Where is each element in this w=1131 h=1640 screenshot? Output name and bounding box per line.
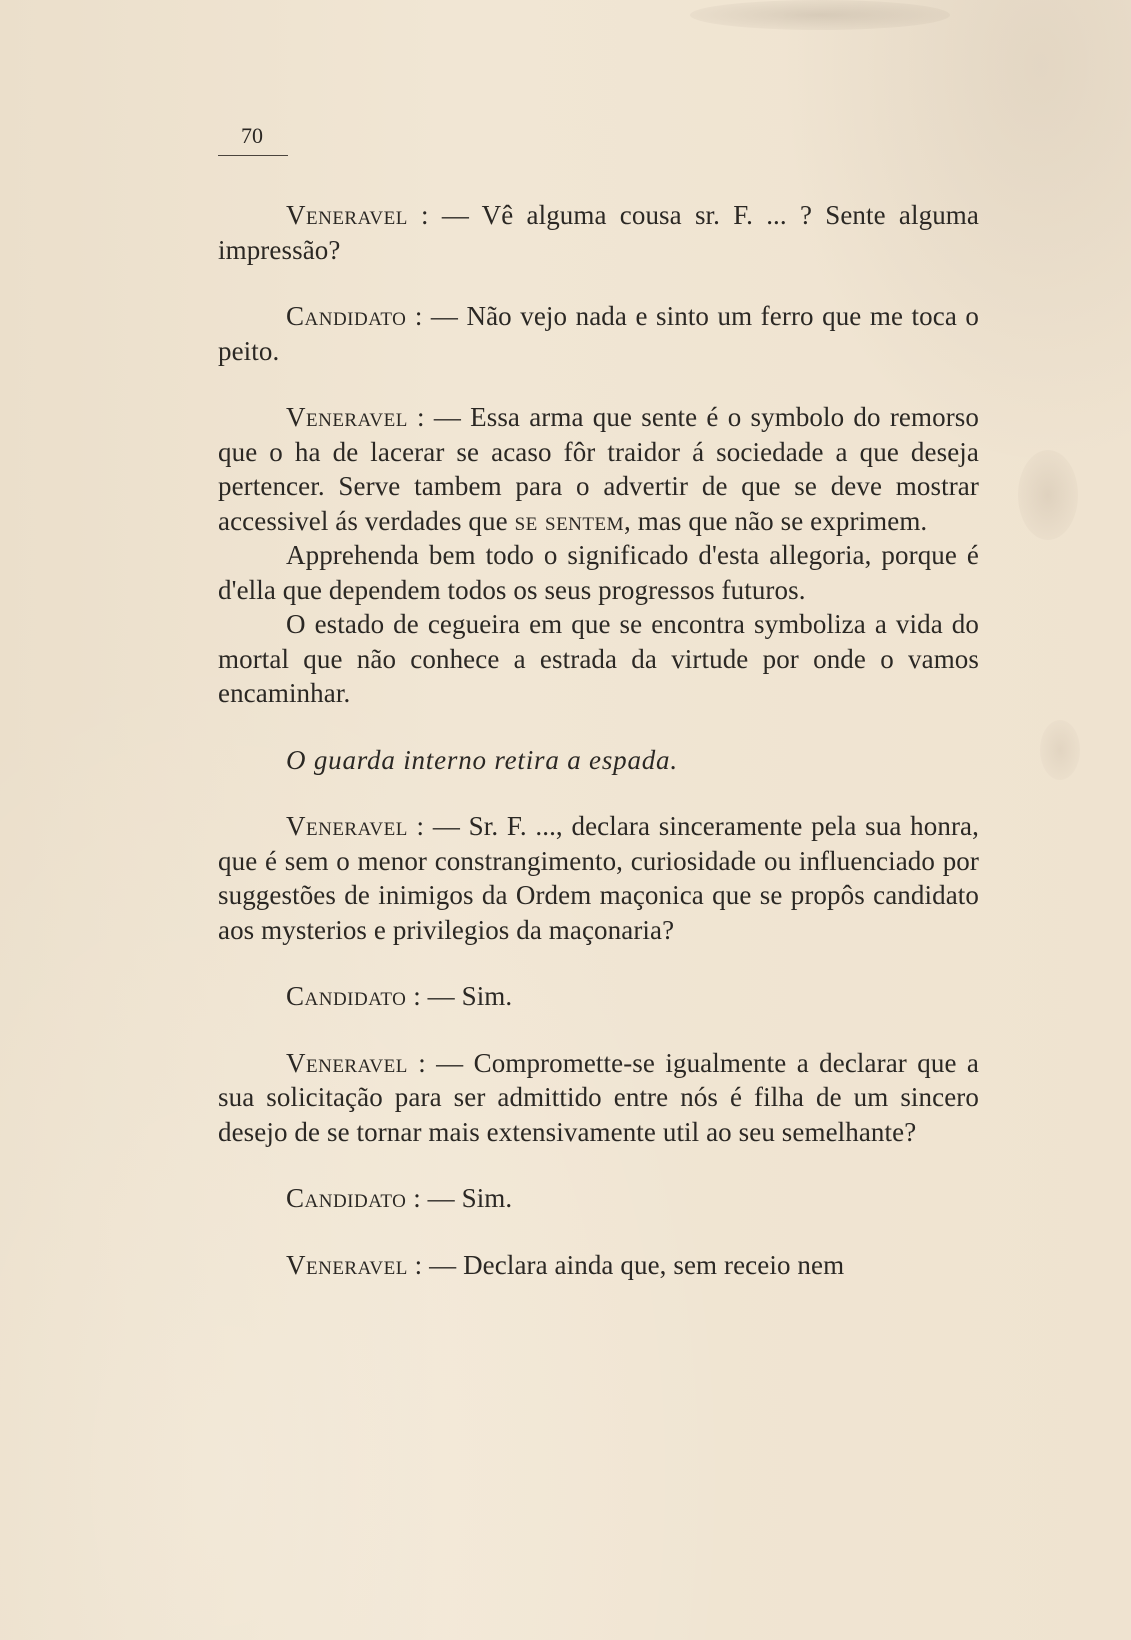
paragraph [218,979,979,1014]
speech-text: : — Sim. [413,981,513,1011]
speaker-name: Veneravel [286,811,408,841]
speech-text: , mas que não se exprimem. [624,505,928,536]
paragraph [218,400,979,538]
speech-text: : — Sim. [413,1183,513,1213]
paragraph [218,538,979,607]
page-number: 70 [241,123,263,148]
paragraph [218,299,979,368]
paper-stain [1040,720,1080,780]
speaker-name: Candidato [286,301,407,331]
speaker-name: Candidato [286,981,407,1011]
speech-text: : — Essa arma que sente é o symbolo do remorso que o ha de lacerar se acaso fôr traidor á sociedade a que deseja pertencer. Serve tambem para o advertir de que se deve mostrar accessivel ás verdades que [218,402,979,536]
speech-text: O estado de cegueira em que se encontra symboliza a vida do mortal que não conhece a estrada da virtude por onde o vamos encaminhar. [218,609,979,708]
paper-stain [690,0,950,30]
speech-text: : — Sr. F. ..., declara sinceramente pela sua honra, que é sem o menor constrangimento, curiosidade ou influenciado por suggestões de inimigos da Ordem maçonica que se propôs candidato aos mysterios e privilegios da maçonaria? [218,811,979,945]
emphasis-text: se sentem [514,505,625,536]
paragraph [218,1181,979,1216]
paragraph [218,198,979,267]
speaker-name: Veneravel [286,1047,408,1078]
page-number-rule [218,155,288,156]
paragraph [218,1046,979,1150]
speech-text: : — Vê alguma cousa sr. F. ... ? Sente alguma impressão? [218,200,979,265]
speaker-name: Veneravel [286,200,408,230]
speaker-name: Veneravel [286,1249,408,1280]
stage-direction: O guarda interno retira a espada. [286,744,678,775]
speaker-name: Veneravel [286,402,408,432]
speech-text: : — Declara ainda que, sem receio nem [414,1249,845,1280]
paper-stain [1018,450,1078,540]
paragraph [218,1248,979,1283]
speech-text: : — Não vejo nada e sinto um ferro que me toca o peito. [218,301,979,366]
paragraph [218,809,979,947]
speech-text: : — Compromette-se igualmente a declarar que a sua solicitação para ser admittido entre nós é filha de um sincero desejo de se tornar mais extensivamente util ao seu semelhante? [218,1047,979,1147]
body-text [218,198,979,1282]
speaker-name: Candidato [286,1183,407,1213]
paragraph [218,607,979,711]
speech-text: Apprehenda bem todo o significado d'esta allegoria, porque é d'ella que dependem todos os seus progressos futuros. [218,540,979,605]
